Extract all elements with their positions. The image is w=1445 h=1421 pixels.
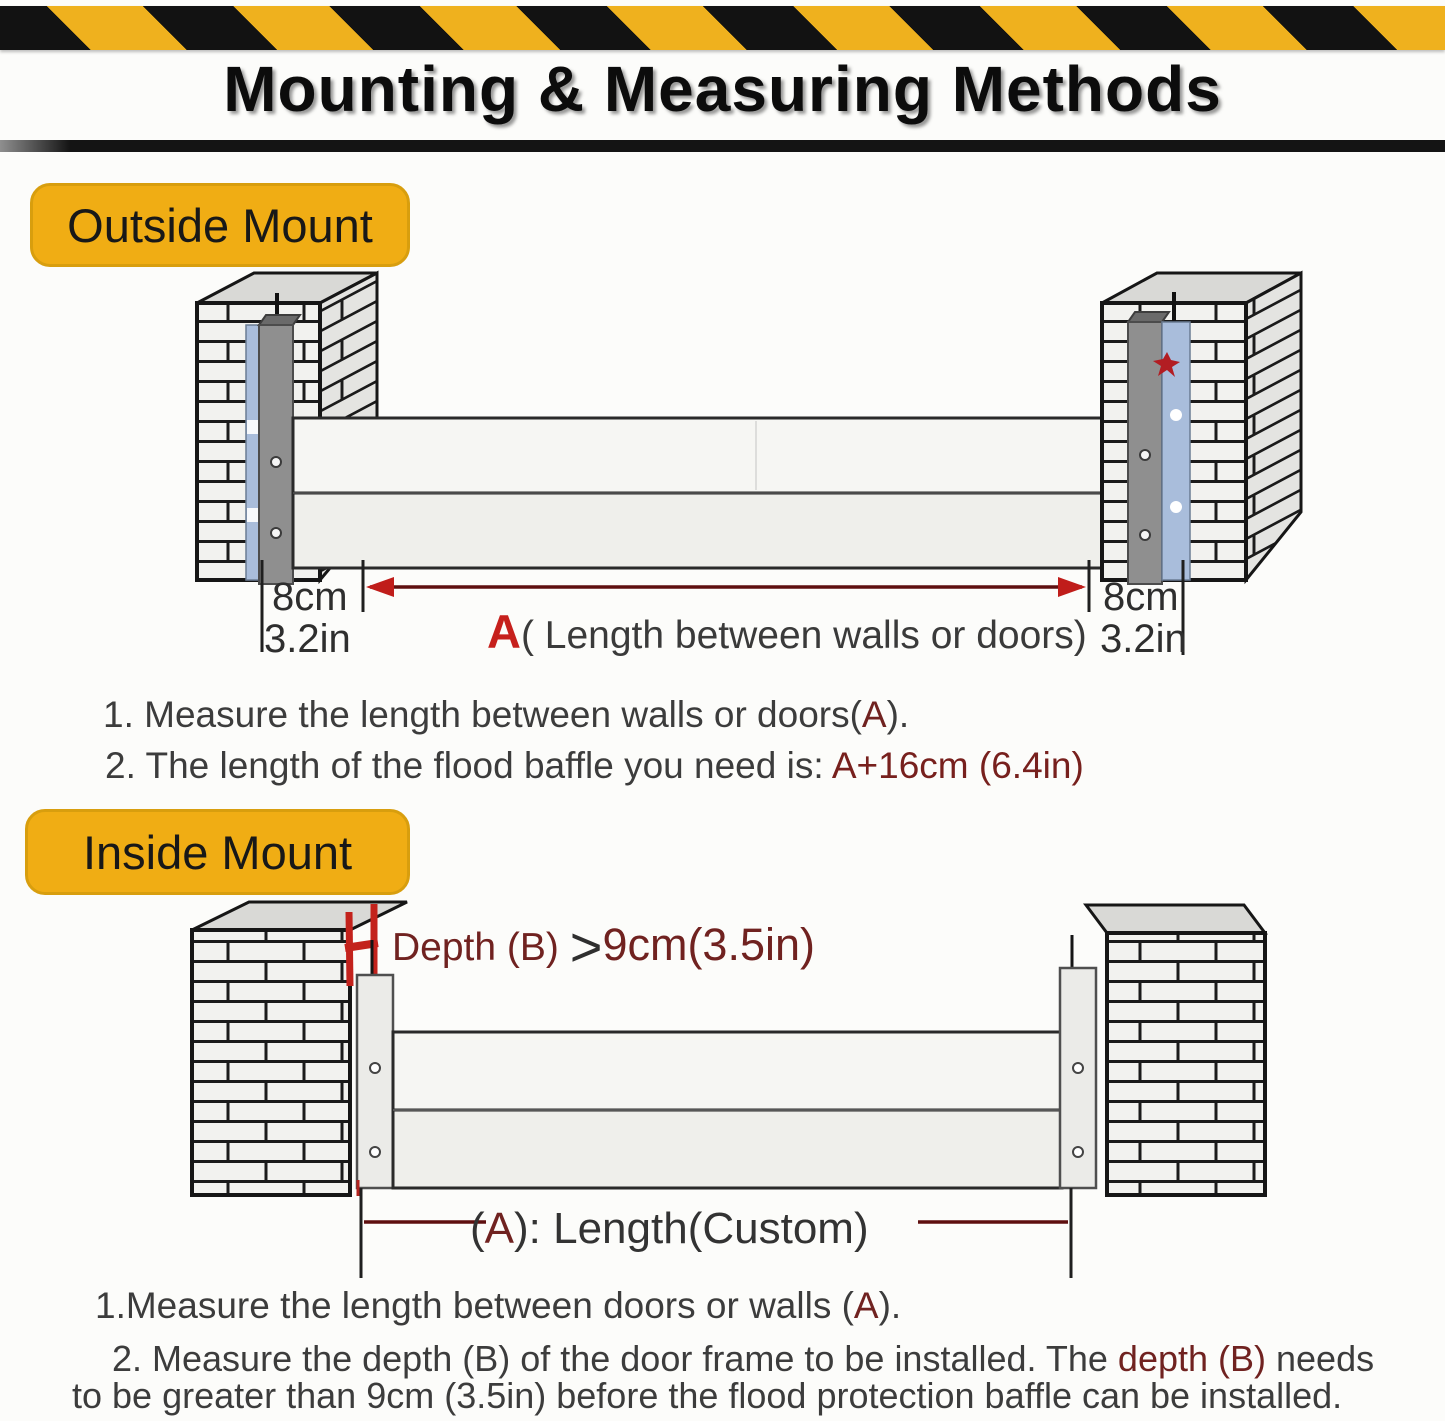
flood-barrier-panel xyxy=(393,1032,1062,1188)
outside-step-2 xyxy=(105,745,1084,787)
greater-than-sign: > xyxy=(569,915,603,978)
inside-step-2-continued: to be greater than 9cm (3.5in) before the flood protection baffle can be installed. xyxy=(72,1375,1343,1416)
inside-step-2-text: 2. Measure the depth (B) of the door frame to be installed. The xyxy=(112,1338,1118,1379)
inside-step-1: 1.Measure the length between doors or walls (A). xyxy=(95,1285,902,1326)
left-overlap-cm: 8cm xyxy=(272,575,348,619)
length-a-annotation xyxy=(487,604,1087,659)
length-custom-annotation: (A): Length(Custom) xyxy=(470,1204,869,1253)
right-overlap-inch: 3.2in xyxy=(1100,617,1187,661)
depth-value: 9cm(3.5in) xyxy=(602,919,816,970)
outside-step-2-highlight: A+16cm (6.4in) xyxy=(831,745,1084,786)
outside-step-1: 1. Measure the length between walls or doors(A). xyxy=(103,694,910,735)
left-overlap-inch: 3.2in xyxy=(264,617,351,661)
length-custom-text: ): Length(Custom) xyxy=(514,1204,869,1253)
inside-step-1-text: 1.Measure the length between doors or walls ( xyxy=(95,1285,854,1326)
right-seal-strip xyxy=(1162,292,1190,580)
length-a-letter: A xyxy=(484,1204,515,1253)
span-arrow xyxy=(366,577,1086,597)
length-a-text: ( Length between walls or doors) xyxy=(520,614,1087,657)
outside-step-2-text: 2. The length of the flood baffle you need is: xyxy=(105,745,832,786)
length-a-letter: A xyxy=(487,605,521,658)
inside-mount-label: Inside Mount xyxy=(82,825,353,879)
inside-step-2: 2. Measure the depth (B) of the door frame to be installed. The depth (B) needs xyxy=(112,1338,1375,1379)
depth-label-text: Depth (B) xyxy=(392,926,570,969)
outside-step-1-text: 1. Measure the length between walls or doors( xyxy=(103,694,862,735)
right-overlap-cm: 8cm xyxy=(1103,575,1179,619)
inside-mount-badge xyxy=(25,809,410,895)
right-mounting-channel xyxy=(1060,935,1096,1188)
title-underline-bar xyxy=(0,140,1445,152)
left-mounting-channel xyxy=(357,940,393,1196)
outside-step-1-highlight: A xyxy=(861,694,887,735)
outside-mount-badge xyxy=(30,183,410,267)
page-title: Mounting & Measuring Methods xyxy=(223,53,1222,125)
hazard-stripe-banner xyxy=(0,6,1445,50)
depth-annotation xyxy=(392,914,815,979)
outside-mount-label: Outside Mount xyxy=(67,198,373,252)
flood-barrier-panel xyxy=(293,418,1130,568)
inside-step-2-highlight: depth (B) xyxy=(1117,1338,1266,1379)
left-seal-strip xyxy=(246,325,259,580)
inside-step-1-highlight: A xyxy=(853,1285,879,1326)
right-brick-pillar xyxy=(1086,905,1265,1195)
